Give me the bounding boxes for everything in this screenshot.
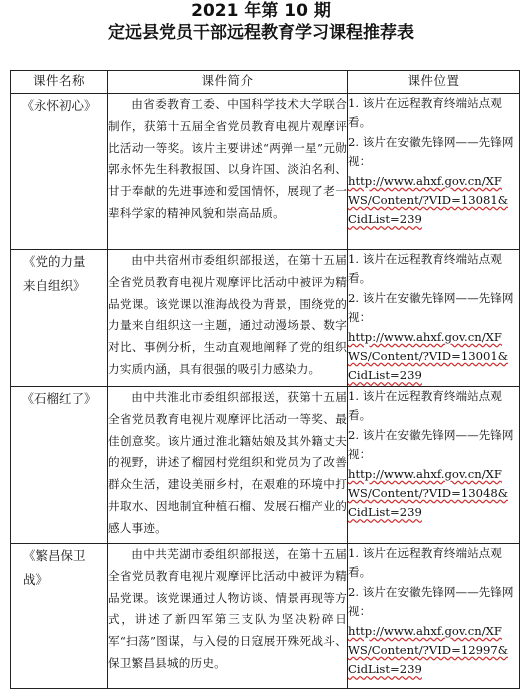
location-terminal: 1. 该片在远程教育终端站点观看。 <box>348 546 502 580</box>
course-name-cell <box>11 544 108 689</box>
table-row <box>11 544 520 689</box>
course-link-line-2[interactable]: WS/Content/?VID=13048& <box>348 486 509 501</box>
course-link-line-2[interactable]: WS/Content/?VID=12997& <box>348 643 509 658</box>
table-header-row <box>11 71 520 94</box>
location-website: 2. 该片在安徽先锋网——先锋网视： <box>348 584 514 619</box>
course-name-cell <box>11 94 108 250</box>
document-title: 定远县党员干部远程教育学习课程推荐表 <box>108 23 414 43</box>
course-location-cell <box>348 544 520 689</box>
location-terminal: 1. 该片在远程教育终端站点观看。 <box>348 389 502 423</box>
course-name-cell <box>11 250 108 387</box>
course-link-line-1[interactable]: http://www.ahxf.gov.cn/XF <box>348 329 502 344</box>
location-website: 2. 该片在安徽先锋网——先锋网视： <box>348 290 514 325</box>
header-course-location: 课件位置 <box>348 71 520 94</box>
course-link-line-3[interactable]: CidList=239 <box>348 505 422 520</box>
table-row <box>11 387 520 544</box>
course-link[interactable] <box>348 465 519 523</box>
course-link-line-3[interactable]: CidList=239 <box>348 662 422 677</box>
course-location-cell <box>348 387 520 544</box>
course-link-line-2[interactable]: WS/Content/?VID=13001& <box>348 349 509 364</box>
header-course-name: 课件名称 <box>11 71 108 94</box>
course-link-line-1[interactable]: http://www.ahxf.gov.cn/XF <box>348 623 502 638</box>
course-intro: 由省委教育工委、中国科学技术大学联合制作，获第十五届全省党员教育电视片观摩评比活动一等奖。该片主要讲述“两弹一星”元勋郭永怀先生科教报国、以身许国、淡泊名利、甘于奉献的先进事迹和爱国情怀，展现了老一辈科学家的精神风貌和崇高品质。 <box>108 94 348 250</box>
course-intro: 由中共宿州市委组织部报送，在第十五届全省党员教育电视片观摩评比活动中被评为精品党课。该党课以淮海战役为背景，围绕党的力量来自组织这一主题，通过动漫场景、数字对比、事例分析，生动直观地阐释了党的组织力实质内涵，具有很强的吸引力感染力。 <box>108 250 348 387</box>
course-link[interactable] <box>348 622 519 680</box>
course-link-line-1[interactable]: http://www.ahxf.gov.cn/XF <box>348 173 502 188</box>
location-website: 2. 该片在安徽先锋网——先锋网视： <box>348 134 514 169</box>
course-location-cell <box>348 250 520 387</box>
header-course-intro: 课件简介 <box>108 71 348 94</box>
course-location-cell <box>348 94 520 250</box>
course-table <box>10 70 520 689</box>
course-name-cell <box>11 387 108 544</box>
issue-title: 2021 年第 10 期 <box>191 1 331 21</box>
course-link-line-3[interactable]: CidList=239 <box>348 368 422 383</box>
table-row <box>11 94 520 250</box>
table-row <box>11 250 520 387</box>
course-link-line-2[interactable]: WS/Content/?VID=13081& <box>348 193 509 208</box>
location-terminal: 1. 该片在远程教育终端站点观看。 <box>348 252 502 286</box>
course-link-line-1[interactable]: http://www.ahxf.gov.cn/XF <box>348 466 502 481</box>
location-terminal: 1. 该片在远程教育终端站点观看。 <box>348 96 502 130</box>
course-name: 《石榴红了》 <box>21 391 97 406</box>
course-intro: 由中共芜湖市委组织部报送，在第十五届全省党员教育电视片观摩评比活动中被评为精品党课。该党课通过人物访谈、情景再现等方式，讲述了新四军第三支队为坚决粉碎日军“扫荡”图谋，与入侵的日寇展开殊死战斗、保卫繁昌县城的历史。 <box>108 544 348 689</box>
course-link[interactable] <box>348 328 519 386</box>
course-name: 《党的力量来自组织》 <box>23 254 86 293</box>
course-link-line-3[interactable]: CidList=239 <box>348 212 422 227</box>
course-name: 《永怀初心》 <box>21 98 97 113</box>
location-website: 2. 该片在安徽先锋网——先锋网视： <box>348 427 514 462</box>
course-name: 《繁昌保卫战》 <box>23 548 86 587</box>
course-intro: 由中共淮北市委组织部报送，获第十五届全省党员教育电视片观摩评比活动一等奖、最佳创意奖。该片通过淮北籍姑娘及其外籍丈夫的视野，讲述了榴园村党组织和党员为了改善群众生活，建设美丽乡村，在艰难的环境中打井取水、因地制宜种植石榴、发展石榴产业的感人事迹。 <box>108 387 348 544</box>
course-link[interactable] <box>348 172 519 230</box>
